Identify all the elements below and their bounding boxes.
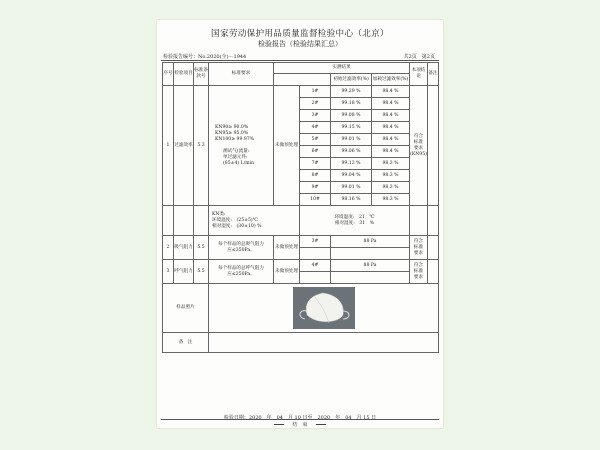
exhale-conclusion-line: 要求	[413, 274, 424, 280]
end-label: 结 束	[292, 422, 308, 428]
exhale-remark	[428, 260, 439, 284]
exhale-req-line: 应≤250Pa。	[227, 271, 255, 277]
col-item: 检验项目	[174, 63, 194, 86]
inhale-sample-no: 3#	[300, 236, 331, 248]
report-number: 检验报告编号：No.2020(全)－1944	[163, 54, 247, 60]
filtration-seq: 1	[163, 86, 174, 206]
sample-no: 2#	[300, 98, 331, 110]
load-efficiency: 98.3 %	[372, 194, 410, 206]
init-efficiency: 99.04 %	[331, 170, 372, 182]
footer-rule	[161, 419, 439, 420]
sample-no: 4#	[300, 122, 331, 134]
inhale-pretreat: 未做预处理	[274, 236, 300, 260]
mask-photo	[293, 287, 355, 329]
report-subtitle: 检验报告（检验结果汇总）	[258, 40, 342, 48]
filtration-req-line: KN95≥ 95.0%	[215, 130, 249, 136]
exhale-seq: 3	[163, 260, 174, 284]
env-actual-line: 环境温度: 21 ℃	[334, 214, 375, 220]
filtration-test-line: 测试气(流量:	[223, 148, 250, 154]
init-efficiency: 99.06 %	[331, 146, 372, 158]
inhale-item: 吸气阻力	[174, 236, 194, 260]
sample-no: 8#	[300, 170, 331, 182]
col-remark: 备注	[428, 63, 439, 86]
sample-no: 9#	[300, 182, 331, 194]
inhale-conclusion	[410, 236, 428, 260]
sample-no: 6#	[300, 146, 331, 158]
header-rule	[161, 60, 439, 61]
env-actual-line: 相对湿度: 31 %	[334, 220, 375, 226]
inhale-req-line: 应≤350Pa。	[227, 247, 255, 253]
inhale-clause: 5.5	[194, 236, 209, 260]
env-standard-line: 环境温度: (25±5)℃	[212, 217, 258, 223]
filtration-test-line: (85±4) L/min	[223, 160, 255, 166]
inhale-req-line: 每个样品的总吸气阻力	[218, 241, 264, 247]
filtration-conclusion-line: (KN95)	[410, 151, 427, 157]
end-mark	[157, 421, 443, 428]
kn-env-standard	[209, 206, 300, 236]
inhale-conclusion-line: 标准	[413, 244, 424, 250]
sample-no: 5#	[300, 134, 331, 146]
load-efficiency: 98.3 %	[372, 182, 410, 194]
inhale-remark	[428, 236, 439, 260]
exhale-conclusion-line: 标准	[413, 268, 424, 274]
col-load-eff: 加载过滤效率(%)	[372, 74, 410, 86]
col-conclusion: 本项结论	[410, 63, 428, 86]
filtration-item: 过滤效率	[174, 86, 194, 206]
load-efficiency: 98.3 %	[372, 170, 410, 182]
filtration-test-line: 单过滤元件:	[223, 154, 248, 160]
init-efficiency: 99.01 %	[331, 134, 372, 146]
col-result: 实测结果	[274, 63, 410, 74]
inhale-conclusion-line: 要求	[413, 250, 424, 256]
col-req: 标准要求	[209, 63, 274, 86]
page-indicator: 共2页 第2页	[403, 54, 435, 60]
exhale-req-line: 每个样品的总呼气阻力	[218, 265, 264, 271]
report-page	[157, 20, 443, 428]
load-efficiency: 98.4 %	[372, 86, 410, 98]
inhale-conclusion-line: 符合	[413, 238, 424, 244]
exhale-pretreat: 未做预处理	[274, 260, 300, 284]
filtration-remark	[428, 86, 439, 206]
env-standard-line: KN类:	[212, 211, 226, 217]
init-efficiency: 99.01 %	[331, 182, 372, 194]
filtration-pretreat: 未做预处理	[274, 86, 300, 206]
kn-env-actual	[300, 206, 410, 236]
filtration-req-line: KN90≥ 90.0%	[215, 124, 249, 130]
results-table	[162, 62, 439, 353]
inhale-value: 88 Pa	[331, 236, 410, 248]
init-efficiency: 99.29 %	[331, 86, 372, 98]
load-efficiency: 98.4 %	[372, 110, 410, 122]
col-init-eff: 初始过滤效率(%)	[331, 74, 372, 86]
sample-no: 10#	[300, 194, 331, 206]
load-efficiency: 98.4 %	[372, 98, 410, 110]
col-clause: 标准条款号	[194, 63, 209, 86]
filtration-conclusion	[410, 86, 428, 206]
filtration-conclusion-line: 符合	[413, 133, 424, 139]
filtration-req-line: KN100≥ 99.97%	[215, 136, 255, 142]
filtration-clause: 5.3	[194, 86, 209, 206]
filtration-conclusion-line: 要求	[413, 145, 424, 151]
filtration-conclusion-line: 标准	[413, 139, 424, 145]
exhale-item: 呼气阻力	[174, 260, 194, 284]
env-standard-line: 相对湿度: (30±10) %	[212, 223, 262, 229]
remarks-value	[209, 333, 439, 353]
init-efficiency: 99.13 %	[331, 158, 372, 170]
exhale-req	[209, 260, 274, 284]
sample-no: 3#	[300, 110, 331, 122]
exhale-value: 88 Pa	[331, 260, 410, 272]
exhale-clause: 5.5	[194, 260, 209, 284]
init-efficiency: 99.18 %	[331, 98, 372, 110]
exhale-conclusion	[410, 260, 428, 284]
load-efficiency: 98.4 %	[372, 134, 410, 146]
test-dates: 检验日期：2020 年 04 月 10 日至 2020 年 04 月 15 日	[223, 415, 377, 421]
filtration-req	[209, 86, 274, 206]
load-efficiency: 98.4 %	[372, 146, 410, 158]
report-title: 国家劳动保护用品质量监督检验中心（北京）	[211, 29, 389, 39]
init-efficiency: 99.15 %	[331, 122, 372, 134]
load-efficiency: 98.4 %	[372, 122, 410, 134]
exhale-sample-no: 4#	[300, 260, 331, 272]
init-efficiency: 98.16 %	[331, 194, 372, 206]
sample-no: 7#	[300, 158, 331, 170]
remarks-label: 备 注	[163, 333, 209, 353]
sample-no: 1#	[300, 86, 331, 98]
photo-label: 样品照片	[163, 284, 209, 333]
exhale-conclusion-line: 符合	[413, 262, 424, 268]
init-efficiency: 99.08 %	[331, 110, 372, 122]
load-efficiency: 98.3 %	[372, 158, 410, 170]
inhale-seq: 2	[163, 236, 174, 260]
col-seq: 序号	[163, 63, 174, 86]
inhale-req	[209, 236, 274, 260]
